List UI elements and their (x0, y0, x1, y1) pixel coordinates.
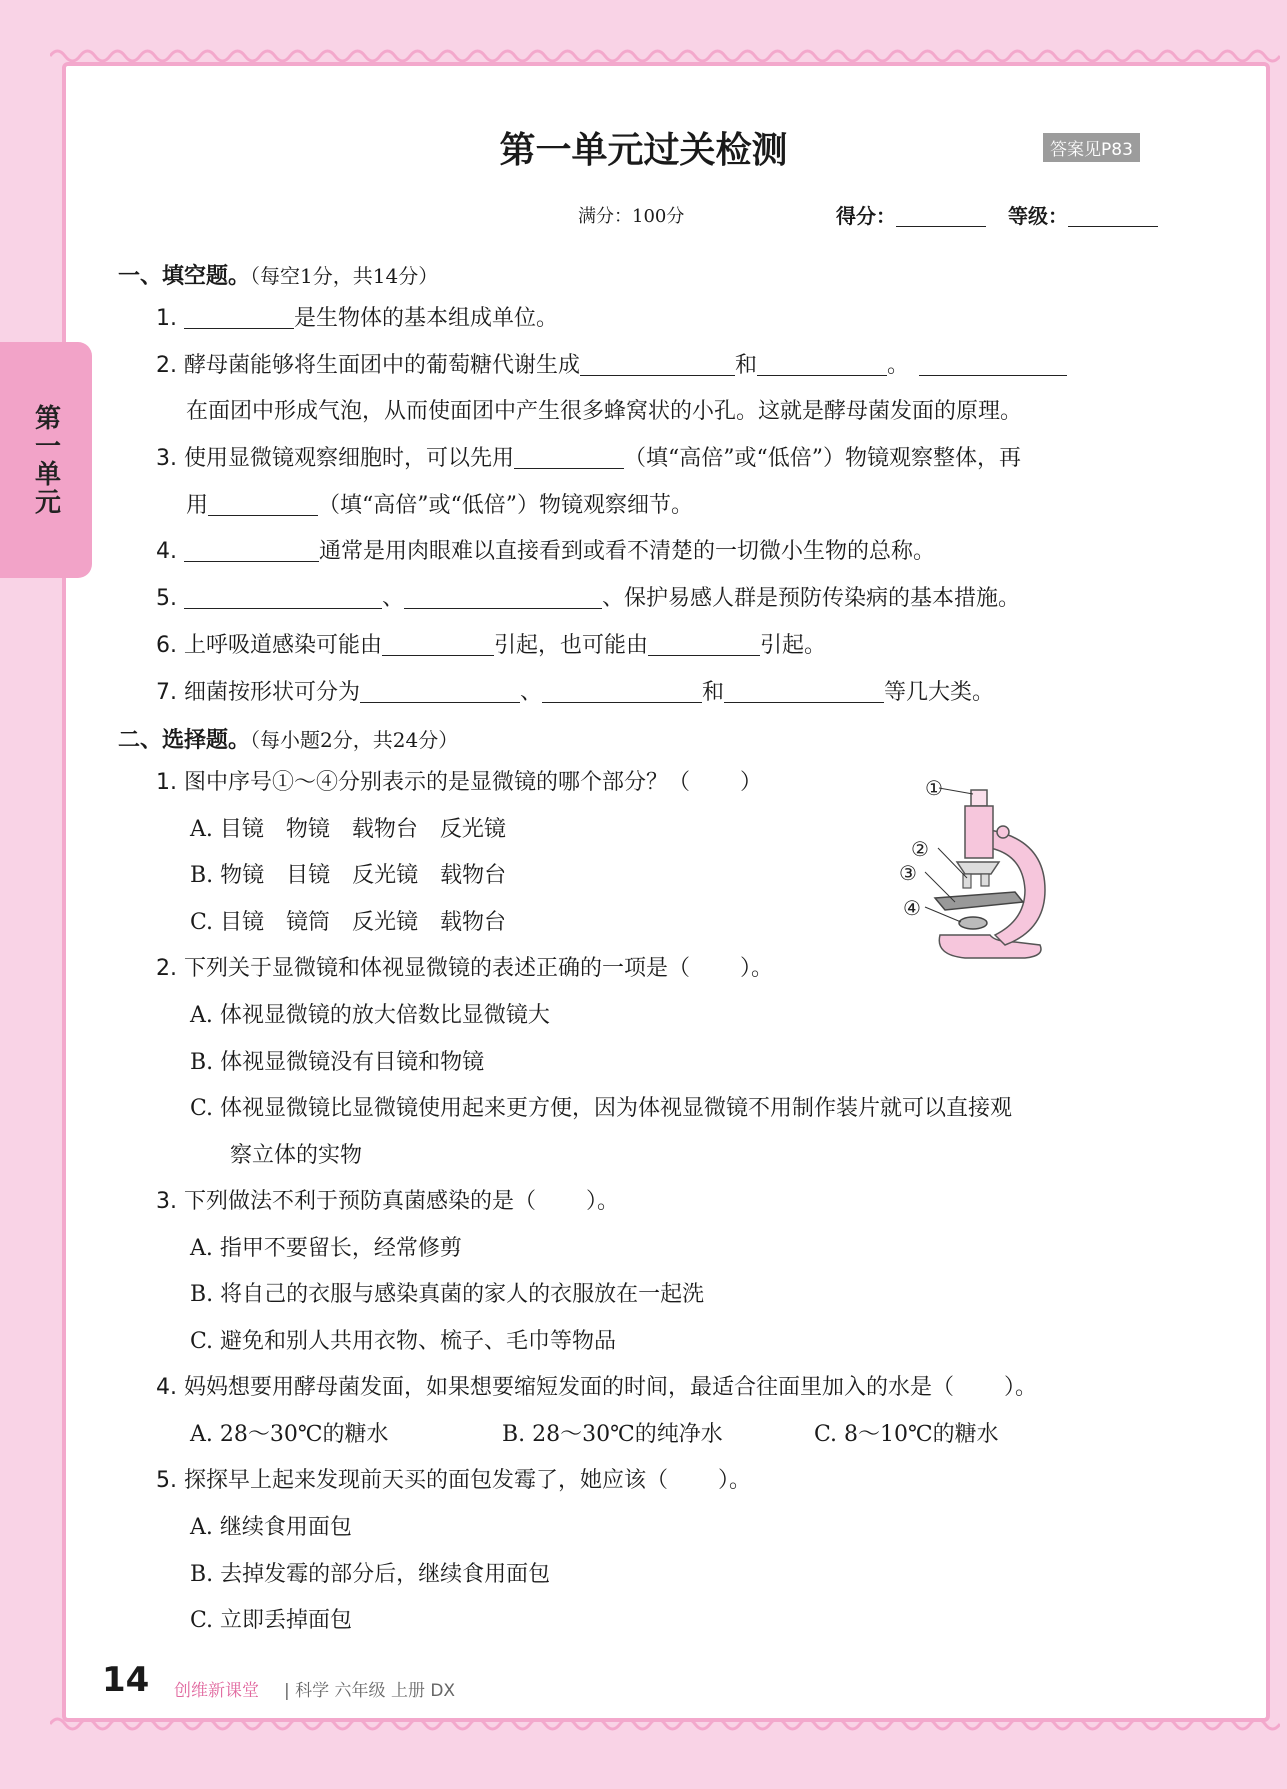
choice-option: C. 目镜 镜筒 反光镜 载物台 (190, 909, 507, 935)
question-text: 妈妈想要用酵母菌发面，如果想要缩短发面的时间，最适合往面里加入的水是（ (184, 1375, 955, 1401)
answer-blank[interactable] (648, 631, 760, 656)
answer-blank[interactable] (757, 351, 887, 376)
answer-reference-badge: 答案见P83 (1043, 133, 1140, 162)
question-text: 上呼吸道感染可能由 (184, 632, 383, 658)
answer-blank[interactable] (514, 444, 624, 469)
question-number: 7. (156, 679, 177, 705)
question-text: ）。 (586, 1189, 620, 1215)
choice-option: C. 体视显微镜比显微镜使用起来更方便，因为体视显微镜不用制作装片就可以直接观 (190, 1096, 1013, 1122)
question-text: 细菌按形状可分为 (184, 679, 361, 705)
choice-option: A. 体视显微镜的放大倍数比显微镜大 (190, 1003, 550, 1029)
question-text: （填“高倍”或“低倍”）物镜观察细节。 (318, 492, 694, 518)
question-number: 3. (156, 446, 177, 472)
fill-question-1 (118, 296, 1158, 343)
question-text: 下列做法不利于预防真菌感染的是（ (184, 1189, 537, 1215)
microscope-figure (895, 770, 1085, 970)
choice-options-row (118, 1412, 1158, 1459)
question-text: 、 (520, 679, 543, 705)
question-text: 引起。 (760, 632, 827, 658)
question-text: 。 (887, 352, 910, 378)
book-info: | 科学 六年级 上册 DX (284, 1681, 456, 1701)
question-text: 使用显微镜观察细胞时，可以先用 (184, 446, 515, 472)
question-text: 探探早上起来发现前天买的面包发霉了，她应该（ (184, 1468, 669, 1494)
figure-label-4: ④ (903, 896, 921, 920)
question-text: ）。 (718, 1468, 752, 1494)
question-number: 4. (156, 539, 177, 565)
question-number: 1. (156, 306, 177, 331)
choice-option: B. 去掉发霉的部分后，继续食用面包 (190, 1561, 551, 1587)
score-label: 得分： (836, 204, 896, 228)
fill-question-2-cont (118, 389, 1158, 436)
question-text: 用 (186, 492, 209, 518)
question-text: 在面团中形成气泡，从而使面团中产生很多蜂窝状的小孔。这就是酵母菌发面的原理。 (186, 399, 1023, 425)
question-text: 等几大类。 (884, 679, 995, 705)
answer-blank[interactable] (208, 491, 318, 516)
fill-question-3 (118, 436, 1158, 483)
question-number: 5. (156, 586, 177, 612)
choice-question-4 (118, 1365, 1158, 1412)
question-number: 1. (156, 770, 177, 796)
page-number: 14 (102, 1660, 150, 1700)
fill-question-5 (118, 576, 1158, 623)
question-text: 下列关于显微镜和体视显微镜的表述正确的一项是（ (184, 956, 691, 982)
question-number: 5. (156, 1468, 177, 1494)
question-text: 和 (735, 352, 758, 378)
choice-option: A. 28～30℃的糖水 (190, 1421, 389, 1447)
section-1-title: 一、填空题。 (118, 264, 251, 289)
full-score: 满分：100分 (578, 206, 685, 227)
fill-question-4 (118, 529, 1158, 576)
question-number: 3. (156, 1189, 177, 1215)
question-number: 2. (156, 352, 177, 378)
question-text: 、 (382, 586, 405, 612)
answer-blank[interactable] (919, 351, 1067, 376)
figure-label-2: ② (911, 837, 929, 861)
question-text: ）。 (1004, 1375, 1038, 1401)
unit-side-tab (0, 342, 92, 578)
fill-question-6 (118, 623, 1158, 670)
choice-option: A. 指甲不要留长，经常修剪 (190, 1235, 462, 1261)
grade-label: 等级： (1008, 204, 1068, 228)
fill-question-3-cont (118, 483, 1158, 530)
question-text: （填“高倍”或“低倍”）物镜观察整体，再 (624, 446, 1022, 472)
choice-option: A. 继续食用面包 (190, 1515, 352, 1541)
choice-option: C. 避免和别人共用衣物、梳子、毛巾等物品 (190, 1328, 617, 1354)
question-number: 6. (156, 632, 177, 658)
question-text: 酵母菌能够将生面团中的葡萄糖代谢生成 (184, 352, 581, 378)
choice-option: C. 8～10℃的糖水 (814, 1421, 999, 1447)
score-blank[interactable] (896, 226, 986, 227)
section-2-title: 二、选择题。 (118, 728, 251, 754)
answer-blank[interactable] (184, 304, 294, 329)
question-text: ） (740, 770, 763, 796)
answer-blank[interactable] (184, 584, 382, 609)
fill-question-2 (118, 343, 1158, 390)
choice-option: B. 体视显微镜没有目镜和物镜 (190, 1049, 485, 1075)
choice-option: B. 物镜 目镜 反光镜 载物台 (190, 863, 507, 889)
figure-label-1: ① (925, 776, 943, 800)
answer-blank[interactable] (184, 537, 319, 562)
choice-question-3 (118, 1179, 1158, 1226)
answer-blank[interactable] (724, 678, 884, 703)
choice-question-5 (118, 1458, 1158, 1505)
answer-blank[interactable] (542, 678, 702, 703)
unit-side-tab-label: 第一单元 (30, 404, 61, 516)
answer-blank[interactable] (404, 584, 602, 609)
question-text: 引起，也可能由 (494, 632, 649, 658)
question-text: 通常是用肉眼难以直接看到或看不清楚的一切微小生物的总称。 (319, 539, 936, 565)
choice-option: C. 立即丢掉面包 (190, 1608, 353, 1634)
choice-option-cont: 察立体的实物 (230, 1142, 363, 1168)
section-1-note: （每空1分，共14分） (250, 264, 439, 288)
fill-question-7 (118, 670, 1158, 717)
section-2-heading (118, 720, 1158, 760)
page-title: 第一单元过关检测 (499, 130, 788, 171)
choice-option: B. 28～30℃的纯净水 (502, 1421, 723, 1447)
brand-name: 创维新课堂 (174, 1681, 259, 1701)
question-text: 是生物体的基本组成单位。 (294, 306, 559, 331)
section-1-heading (118, 256, 1158, 296)
answer-blank[interactable] (360, 678, 520, 703)
figure-label-3: ③ (899, 861, 917, 885)
score-row (578, 200, 1158, 230)
grade-blank[interactable] (1068, 226, 1158, 227)
answer-blank[interactable] (580, 351, 735, 376)
answer-blank[interactable] (382, 631, 494, 656)
question-text: 图中序号①～④分别表示的是显微镜的哪个部分？（ (184, 770, 691, 796)
question-text: 、保护易感人群是预防传染病的基本措施。 (602, 586, 1021, 612)
question-number: 2. (156, 956, 177, 982)
section-2-note: （每小题2分，共24分） (250, 728, 459, 753)
question-text: 和 (702, 679, 725, 705)
question-number: 4. (156, 1375, 177, 1401)
question-text: ）。 (740, 956, 774, 982)
choice-option: B. 将自己的衣服与感染真菌的家人的衣服放在一起洗 (190, 1282, 705, 1308)
choice-option: A. 目镜 物镜 载物台 反光镜 (190, 816, 506, 842)
